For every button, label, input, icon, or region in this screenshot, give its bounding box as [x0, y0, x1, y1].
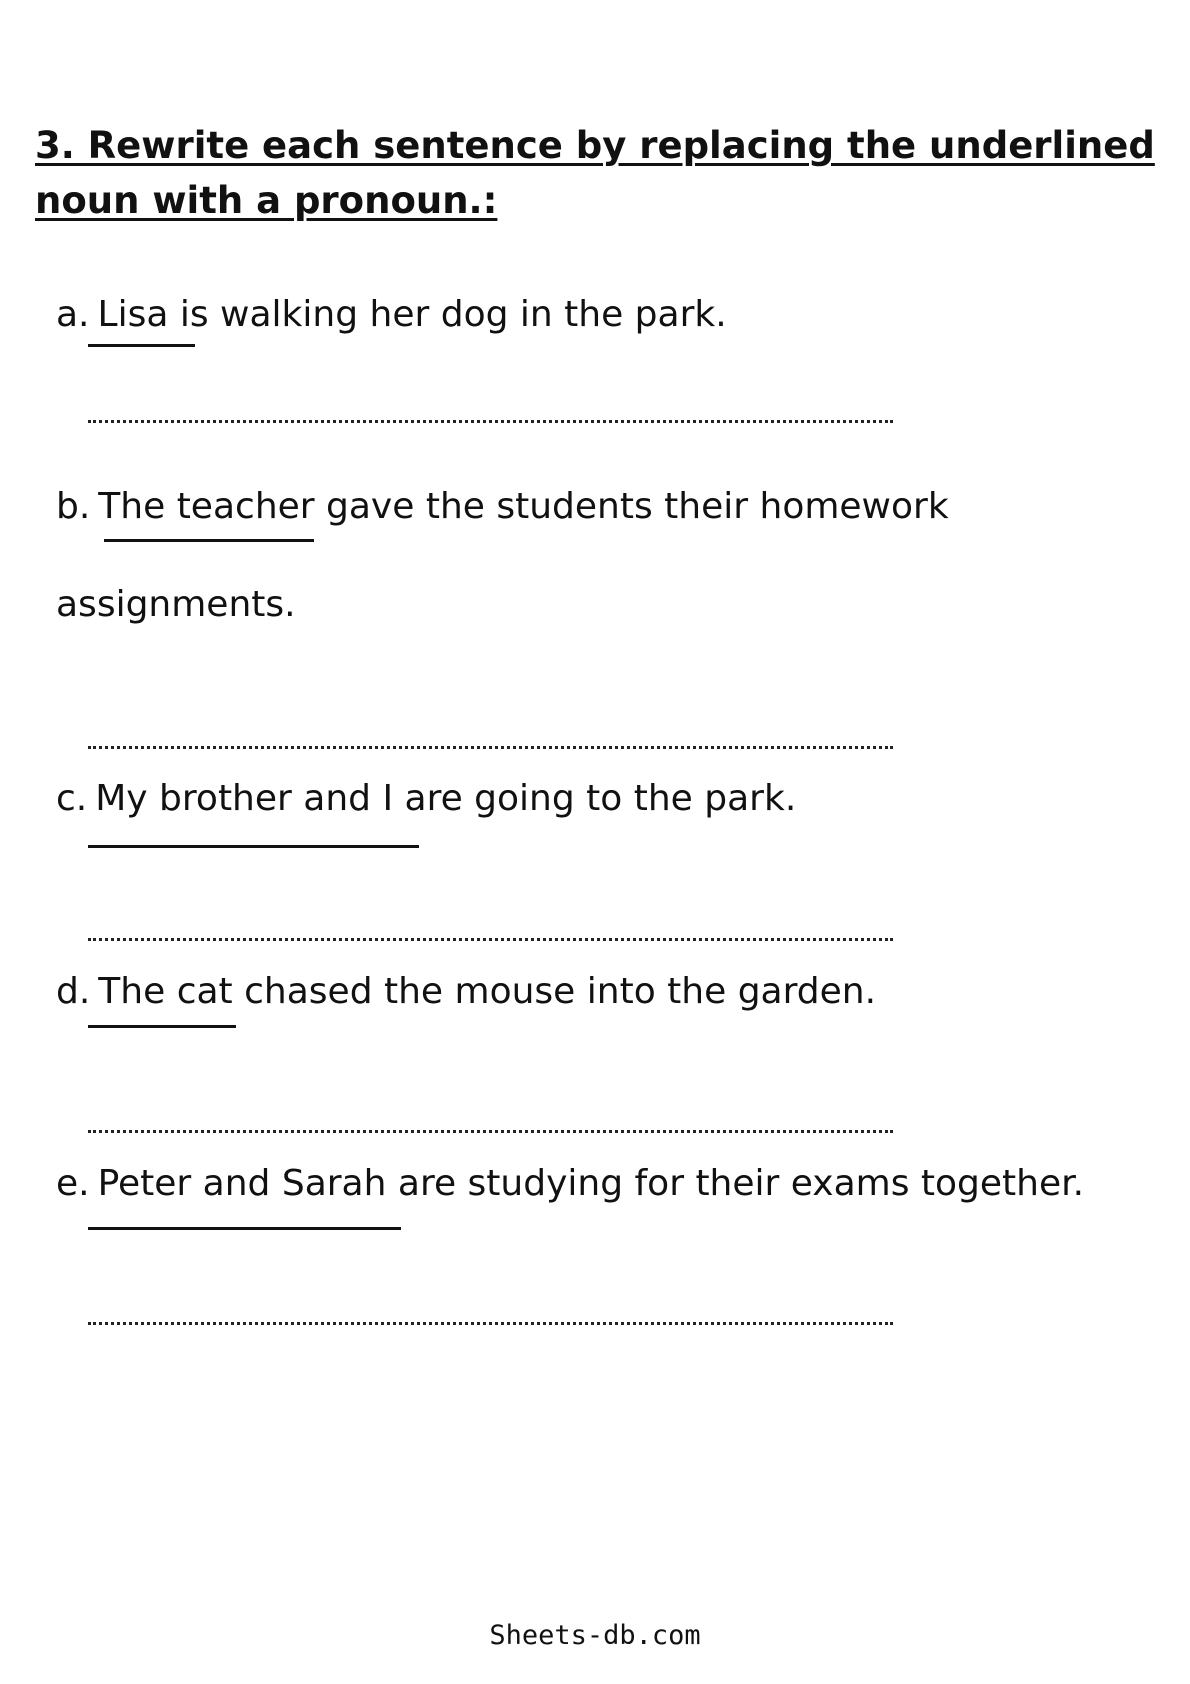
sentence-rest: are going to the park.	[393, 778, 797, 819]
underlined-noun: The cat	[98, 971, 233, 1012]
title-line-2: noun with a pronoun.:	[35, 179, 498, 222]
answer-line-e[interactable]	[88, 1322, 893, 1325]
answer-line-c[interactable]	[88, 938, 893, 941]
sentence-d	[56, 969, 876, 1015]
sentence-b-continuation: assignments.	[56, 584, 296, 625]
sentence-b	[56, 484, 949, 530]
sentence-a	[56, 292, 727, 338]
item-marker: b.	[56, 486, 91, 527]
sentence-rest: are studying for their exams together.	[386, 1163, 1085, 1204]
sentence-e	[56, 1161, 1084, 1207]
underlined-noun: Peter and Sarah	[97, 1163, 387, 1204]
item-marker: c.	[56, 778, 88, 819]
noun-underline	[88, 1227, 401, 1230]
answer-line-a[interactable]	[88, 420, 893, 423]
underlined-noun: The teacher	[98, 486, 315, 527]
answer-line-b[interactable]	[88, 746, 893, 749]
answer-line-d[interactable]	[88, 1130, 893, 1133]
underlined-noun: Lisa	[97, 294, 169, 335]
noun-underline	[88, 1025, 236, 1028]
item-marker: a.	[56, 294, 90, 335]
sentence-rest: is walking her dog in the park.	[168, 294, 727, 335]
title-line-1: 3. Rewrite each sentence by replacing the underlined	[35, 124, 1155, 167]
sentence-rest: chased the mouse into the garden.	[232, 971, 877, 1012]
footer-site-name: Sheets-db.com	[489, 1620, 701, 1651]
underlined-noun: My brother and I	[95, 778, 394, 819]
sentence-c	[56, 776, 796, 822]
page-title	[35, 118, 1155, 228]
item-marker: e.	[56, 1163, 90, 1204]
item-marker: d.	[56, 971, 91, 1012]
noun-underline	[88, 845, 419, 848]
noun-underline	[88, 344, 195, 347]
noun-underline	[104, 539, 314, 542]
sentence-rest: gave the students their homework	[314, 486, 949, 527]
